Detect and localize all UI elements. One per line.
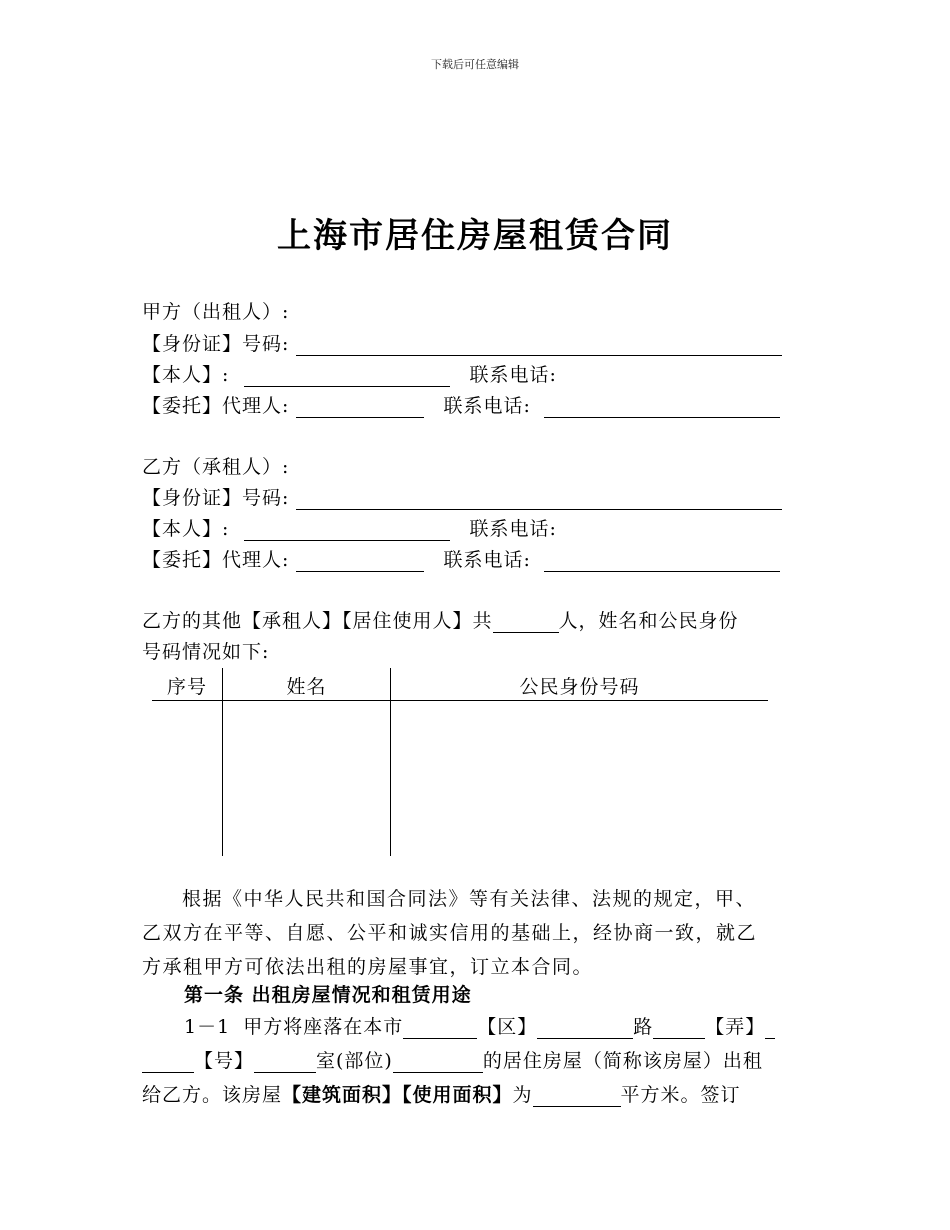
clause-1-1-line-2 xyxy=(142,1049,763,1073)
district-label: 【区】 xyxy=(477,1016,538,1038)
table-header-rule xyxy=(152,700,768,701)
others-line-1-b: 人，姓名和公民身份 xyxy=(558,610,739,632)
party-b-heading: 乙方（承租人）: xyxy=(142,456,290,478)
lane-label: 【弄】 xyxy=(705,1016,766,1038)
party-b-id-row xyxy=(142,486,782,510)
clause-1-1-text-e: 为 xyxy=(512,1084,533,1106)
others-line-1-a: 乙方的其他【承租人】【居住使用人】共 xyxy=(142,610,493,632)
others-line-1 xyxy=(142,609,739,633)
number-label: 【号】 xyxy=(194,1050,255,1072)
party-b-agent-row xyxy=(142,548,780,572)
party-b-agent-label: 【委托】代理人: xyxy=(142,549,290,571)
party-a-phone-label: 联系电话: xyxy=(469,364,557,386)
party-a-id-field[interactable] xyxy=(296,335,782,356)
clause-1-1-text-f: 平方米。签订 xyxy=(620,1084,741,1106)
party-a-agent-row xyxy=(142,394,780,418)
party-b-id-field[interactable] xyxy=(296,489,782,510)
clause-number: 1－1 xyxy=(184,1016,231,1038)
party-a-self-field[interactable] xyxy=(244,366,450,387)
clause-1-1-line-1 xyxy=(184,1015,775,1039)
table-header-id-number: 公民身份号码 xyxy=(519,676,640,698)
party-a-heading: 甲方（出租人）: xyxy=(142,301,290,323)
lane-field[interactable] xyxy=(765,1018,775,1039)
party-a-agent-phone-field[interactable] xyxy=(544,397,780,418)
clause-1-1-text-c: 的居住房屋（简称该房屋）出租 xyxy=(482,1050,763,1072)
party-a-agent-field[interactable] xyxy=(296,397,424,418)
table-column-divider xyxy=(390,668,391,856)
party-b-id-label: 【身份证】号码: xyxy=(142,487,290,509)
district-field[interactable] xyxy=(537,1018,633,1039)
others-line-2: 号码情况如下: xyxy=(142,641,270,663)
occupants-table xyxy=(152,668,768,856)
party-b-agent-phone-label: 联系电话: xyxy=(443,549,531,571)
number-field[interactable] xyxy=(254,1052,316,1073)
party-b-self-label: 【本人】: xyxy=(142,518,230,540)
party-a-self-label: 【本人】: xyxy=(142,364,230,386)
intro-paragraph xyxy=(142,882,810,984)
party-b-agent-field[interactable] xyxy=(296,551,424,572)
party-b-self-field[interactable] xyxy=(244,520,450,541)
party-a-self-row xyxy=(142,363,557,387)
room-field[interactable] xyxy=(393,1052,483,1073)
city-field[interactable] xyxy=(403,1018,477,1039)
party-a-agent-phone-label: 联系电话: xyxy=(443,395,531,417)
road-label: 路 xyxy=(633,1016,654,1038)
area-field[interactable] xyxy=(533,1086,621,1107)
header-note: 下载后可任意编辑 xyxy=(431,58,519,71)
party-a-id-label: 【身份证】号码: xyxy=(142,333,290,355)
road-field[interactable] xyxy=(653,1018,705,1039)
clause-1-1-text-d: 给乙方。该房屋 xyxy=(142,1084,283,1106)
party-a-agent-label: 【委托】代理人: xyxy=(142,395,290,417)
party-a-id-row xyxy=(142,332,782,356)
clause-1-1-line-3 xyxy=(142,1083,741,1107)
party-b-phone-label: 联系电话: xyxy=(469,518,557,540)
intro-line-1: 根据《中华人民共和国合同法》等有关法律、法规的规定，甲、 xyxy=(182,888,757,910)
room-label: 室(部位) xyxy=(316,1050,393,1072)
table-header-index: 序号 xyxy=(166,676,207,698)
others-count-field[interactable] xyxy=(493,612,559,633)
table-header-name: 姓名 xyxy=(286,676,327,698)
contract-title: 上海市居住房屋租赁合同 xyxy=(277,216,673,256)
article-1-heading: 第一条 出租房屋情况和租赁用途 xyxy=(184,984,472,1006)
area-type-options: 【建筑面积】【使用面积】 xyxy=(282,1084,513,1106)
intro-line-3: 方承租甲方可依法出租的房屋事宜，订立本合同。 xyxy=(142,956,594,978)
clause-1-1-text-a: 甲方将座落在本市 xyxy=(243,1016,404,1038)
table-column-divider xyxy=(222,668,223,856)
party-b-self-row xyxy=(142,517,557,541)
lane-field-cont[interactable] xyxy=(142,1052,194,1073)
party-b-agent-phone-field[interactable] xyxy=(544,551,780,572)
intro-line-2: 乙双方在平等、自愿、公平和诚实信用的基础上，经协商一致，就乙 xyxy=(142,922,758,944)
